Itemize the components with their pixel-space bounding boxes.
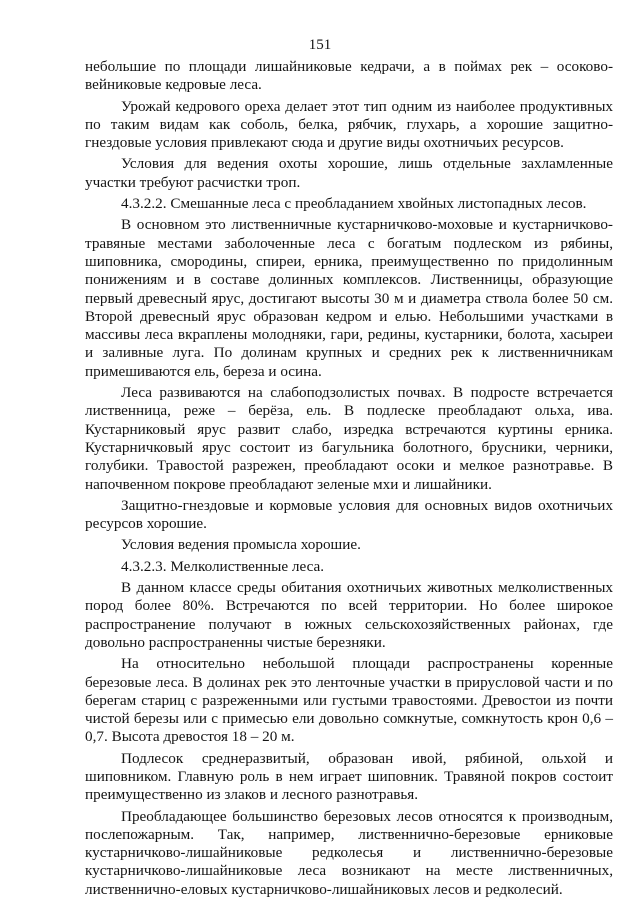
page-body [85,58,613,902]
paragraph: Защитно-гнездовые и кормовые условия для основных видов охотничьих ресурсов хорошие. [85,496,613,533]
paragraph: Условия ведения промысла хорошие. [121,536,361,554]
paragraph: Урожай кедрового ореха делает этот тип одним из наиболее продуктивных по таким видам как соболь, белка, рябчик, глухарь, а хорошие защитно-гнездовые условия привлекают сюда и другие виды охотничьих ресурсов. [85,97,613,152]
paragraph: Условия для ведения охоты хорошие, лишь отдельные захламленные участки требуют расчистки троп. [85,155,613,191]
paragraph: небольшие по площади лишайниковые кедрачи, а в поймах рек – осоково-вейниковые кедровые леса. [85,58,613,94]
paragraph: В основном это лиственничные кустарничково-моховые и кустарничково-травяные местами заболоченные леса с богатым подлеском из рябины, шиповника, смородины, спиреи, ерника, преимущественно по придолинным понижениям и в составе долинных комплексов. Лиственницы, образующие первый древесный ярус, достигают высоты 30 м и диаметра ствола более 50 см. Второй древесный ярус образован кедром и елью. Небольшими участками в массивы леса вкраплены молодняки, гари, редины, кустарники, болота, хасыреи и заливные луга. По долинам крупных и средних рек к лиственничникам примешиваются ель, береза и осина. [85,216,613,380]
paragraph: На относительно небольшой площади распространены коренные березовые леса. В долинах рек это ленточные участки в прирусловой части и по берегам стариц с разреженными или густыми травостоями. Древостои из почти чистой березы или с примесью ели довольно сомкнутые, сомкнутость крон 0,6 – 0,7. Высота древостоя 18 – 20 м. [85,655,613,746]
paragraph: Подлесок среднеразвитый, образован ивой, рябиной, ольхой и шиповником. Главную роль в нем играет шиповник. Травяной покров состоит преимущественно из злаков и лесного разнотравья. [85,749,613,804]
page-number: 151 [308,37,332,53]
section-heading: 4.3.2.2. Смешанные леса с преобладанием хвойных листопадных лесов. [121,195,587,213]
section-heading: 4.3.2.3. Мелколиственные леса. [121,557,325,575]
paragraph: В данном классе среды обитания охотничьих животных мелколиственных пород более 80%. Встречаются по всей территории. Но более широкое распространение получают в южных сельскохозяйственных районах, где довольно распространенны чистые березняки. [85,579,613,651]
paragraph: Леса развиваются на слабоподзолистых почвах. В подросте встречается лиственница, реже – берёза, ель. В подлеске преобладают ольха, ива. Кустарниковый ярус развит слабо, изредка встречаются куртины ерника. Кустарничковый ярус состоит из багульника болотного, брусники, черники, голубики. Травостой разрежен, преобладают осоки и мелкое разнотравье. В напочвенном покрове преобладают зеленые мхи и лишайники. [85,384,613,493]
paragraph: Преобладающее большинство березовых лесов относятся к производным, послепожарным. Так, например, лиственнично-березовые ерниковые кустарничково-лишайниковые редколесья и лиственнично-березовые кустарничково-лишайниковые леса возникают на месте лиственничных, лиственнично-еловых кустарничково-лишайниковых лесов и редколесий. [85,807,613,898]
